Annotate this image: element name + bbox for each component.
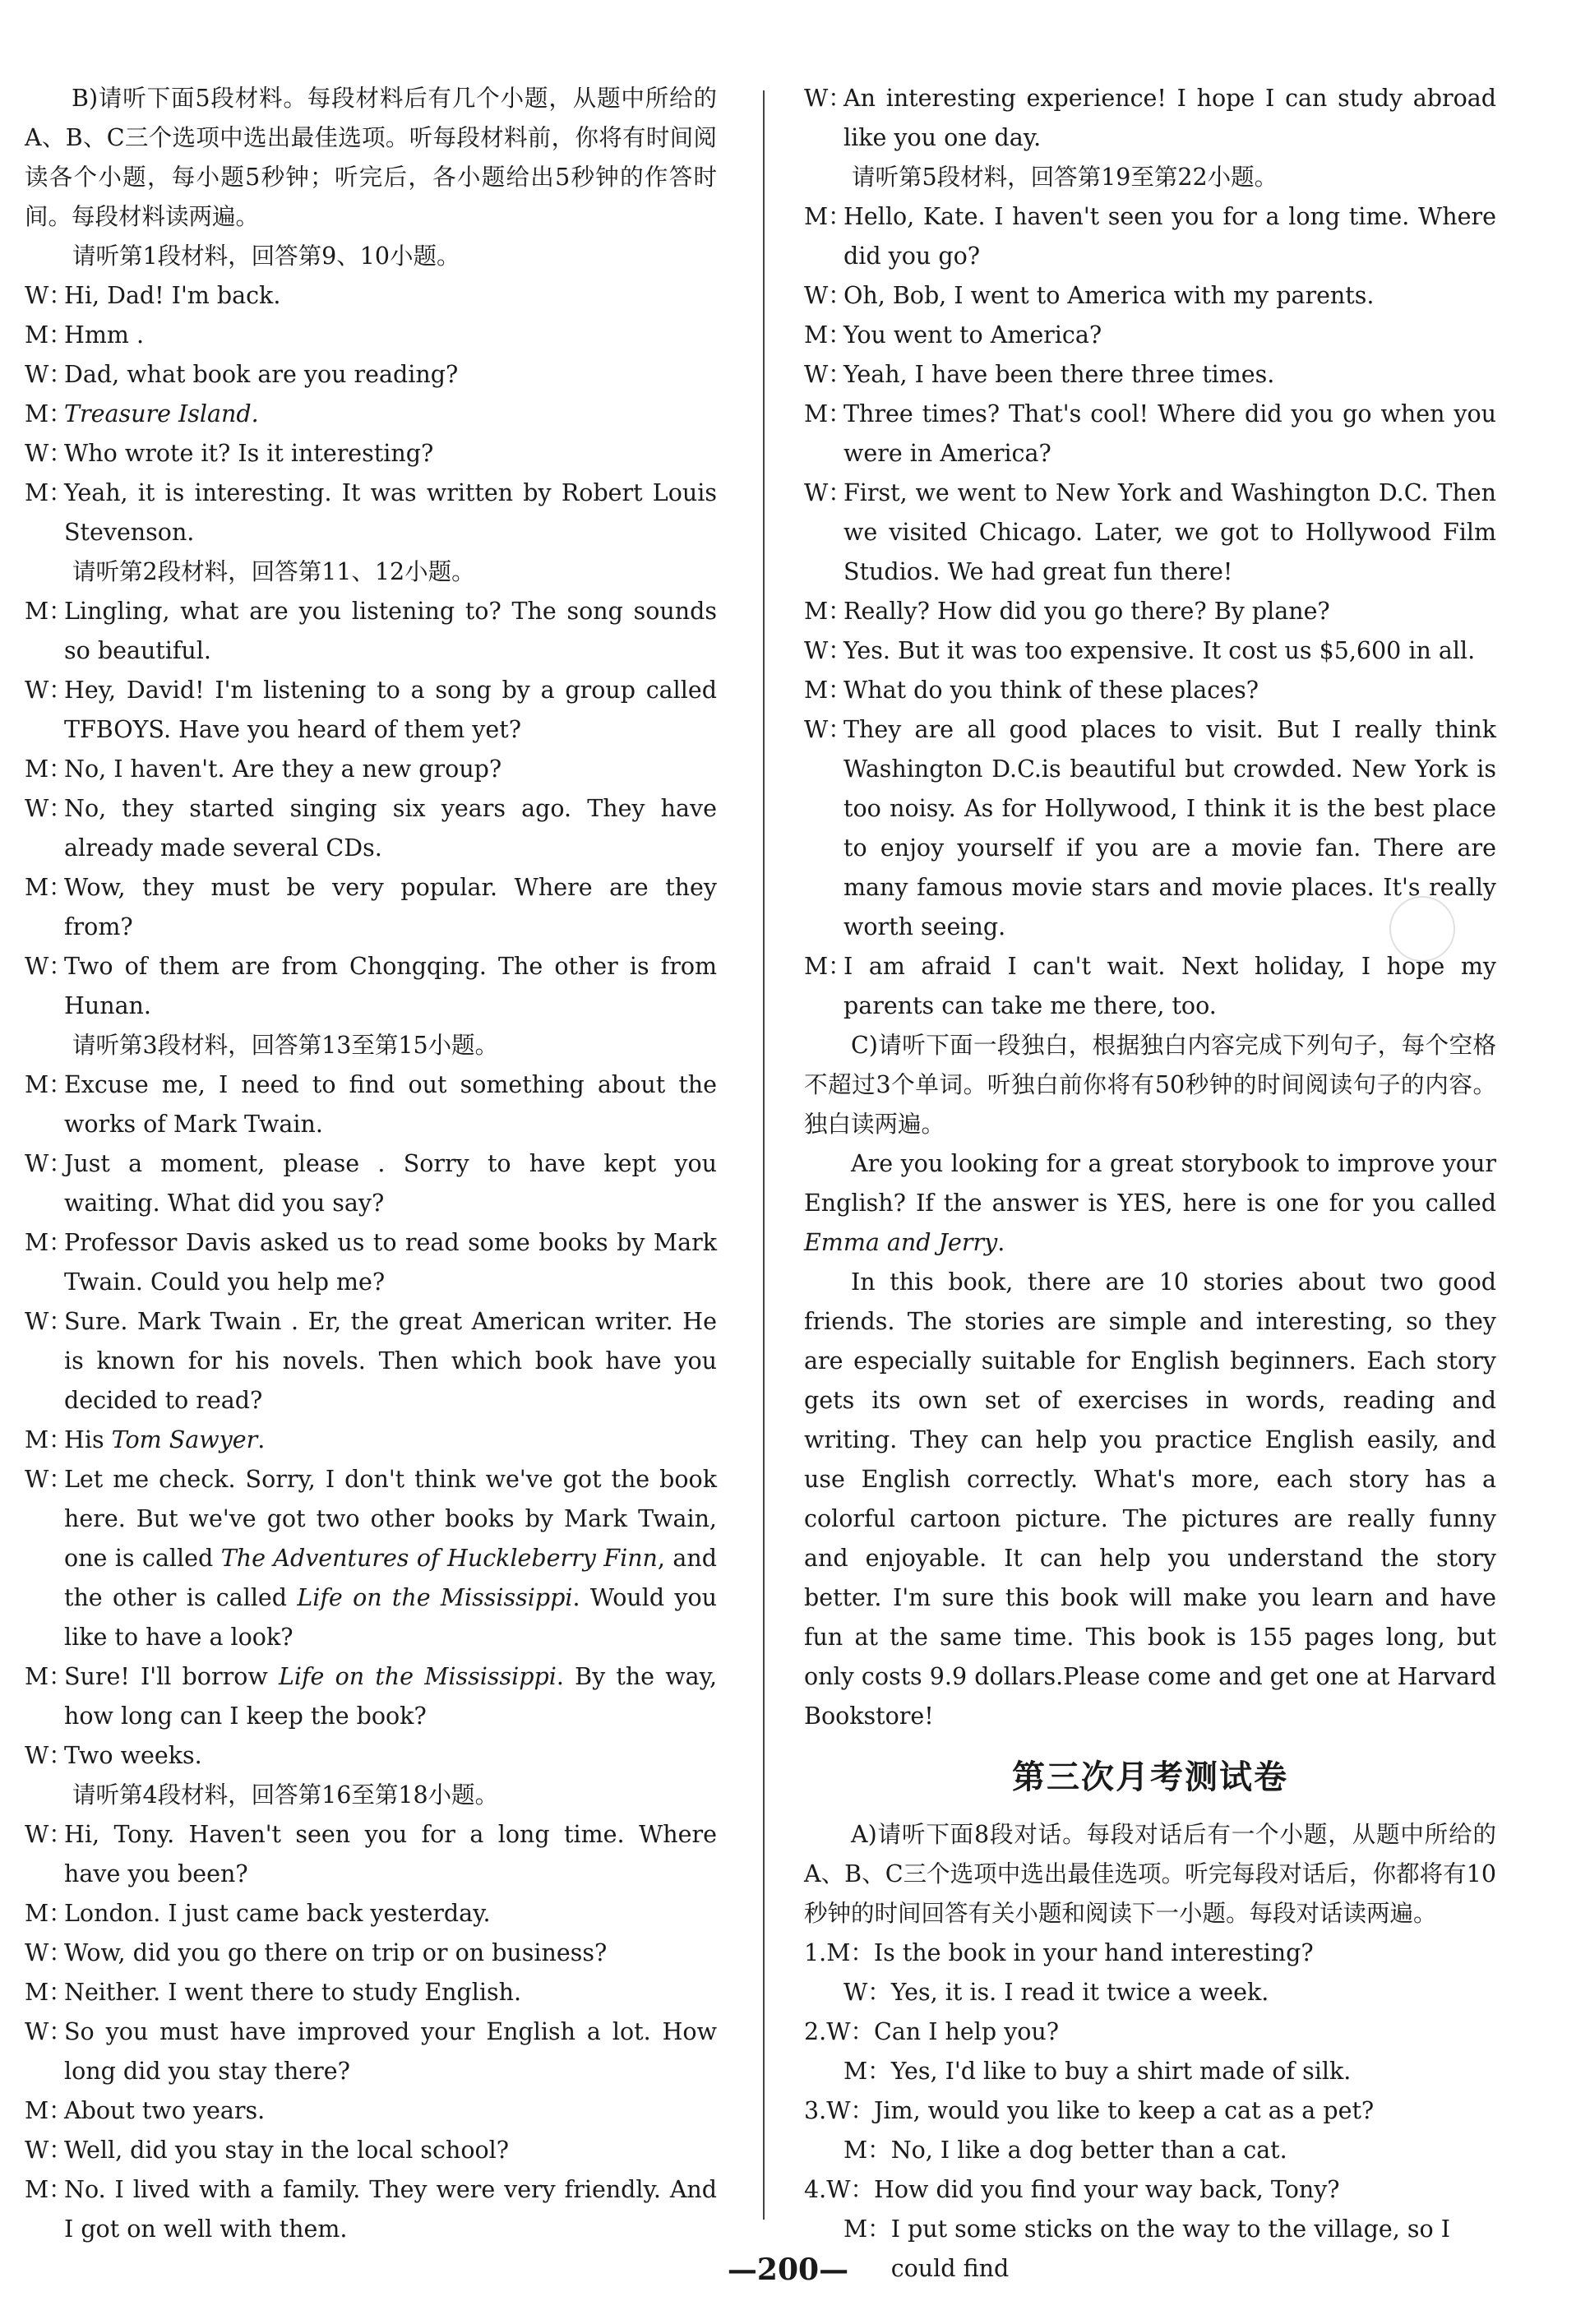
dialogue-line	[25, 1894, 717, 1934]
utterance: About two years.	[64, 2097, 266, 2124]
book-title: Tom Sawyer	[111, 1426, 258, 1453]
speaker: W：	[804, 637, 852, 664]
dialogue-line	[804, 395, 1496, 474]
utterance: Two of them are from Chongqing. The other is from Hunan.	[64, 953, 717, 1019]
speaker: W：	[25, 2137, 72, 2164]
utterance: Three times? That's cool! Where did you go when you were in America?	[843, 400, 1496, 467]
answer-line	[804, 1973, 1496, 2012]
utterance: Sure. Mark Twain . Er, the great American writer. He is known for his novels. Then which book have you decided to read?	[64, 1308, 717, 1414]
utterance: Wow, did you go there on trip or on business?	[64, 1939, 608, 1966]
instruction-4: 请听第4段材料，回答第16至第18小题。	[72, 1781, 499, 1809]
speaker: M：	[843, 2215, 891, 2243]
column-divider	[763, 90, 765, 2220]
text-run: . By the way, how long can I keep the book?	[64, 1663, 718, 1730]
right-column	[804, 79, 1496, 2289]
dialogue-line	[25, 276, 717, 316]
utterance: I am afraid I can't wait. Next holiday, I hope my parents can take me there, too.	[843, 953, 1496, 1019]
book-title: Emma and Jerry	[804, 1229, 998, 1256]
utterance	[64, 1460, 717, 1657]
speaker: W：	[25, 1742, 72, 1769]
section-b-instructions: B)请听下面5段材料。每段材料后有几个小题，从题中所给的A、B、C三个选项中选出最佳选项。听每段材料前，你将有时间阅读各个小题，每小题5秒钟；听完后，各小题给出5秒钟的作答时间。每段材料读两遍。	[25, 85, 717, 230]
test-title: 第三次月考测试卷	[1012, 1758, 1288, 1796]
utterance: Really? How did you go there? By plane?	[843, 598, 1330, 625]
speaker: M：	[25, 2097, 72, 2124]
dialogue-line	[25, 750, 717, 789]
utterance: Lingling, what are you listening to? The song sounds so beautiful.	[64, 598, 717, 664]
utterance: No, I like a dog better than a cat.	[890, 2137, 1287, 2164]
dialogue-line	[804, 671, 1496, 710]
text-run: .	[257, 1426, 266, 1453]
utterance: Can I help you?	[874, 2018, 1060, 2045]
question-line	[804, 1934, 1496, 1973]
speaker: M：	[25, 1426, 72, 1453]
dialogue-4	[25, 1815, 717, 2249]
speaker: M：	[25, 1229, 72, 1256]
instruction-1: 请听第1段材料，回答第9、10小题。	[72, 243, 460, 270]
utterance: No. I lived with a family. They were very friendly. And I got on well with them.	[64, 2176, 717, 2243]
question-line	[804, 2012, 1496, 2052]
speaker: M：	[804, 400, 852, 427]
dialogue-line	[25, 2170, 717, 2249]
speaker: W：	[25, 1821, 72, 1848]
utterance: Wow, they must be very popular. Where are they from?	[64, 874, 717, 940]
utterance: No, they started singing six years ago. They have already made several CDs.	[64, 795, 717, 862]
utterance: Who wrote it? Is it interesting?	[64, 440, 434, 467]
dialogue-2	[25, 592, 717, 1026]
speaker: M：	[25, 1071, 72, 1098]
utterance: An interesting experience! I hope I can study abroad like you one day.	[843, 85, 1496, 151]
dialogue-line	[25, 395, 717, 434]
speaker: W：	[804, 282, 852, 309]
speaker: W：	[804, 716, 852, 743]
dialogue-line	[804, 474, 1496, 592]
speaker: M：	[25, 874, 72, 901]
dialogue-line	[804, 197, 1496, 276]
speaker: M：	[25, 598, 72, 625]
text-run: His	[64, 1426, 112, 1453]
question-item	[804, 2012, 1496, 2091]
utterance: Yes, I'd like to buy a shirt made of silk.	[890, 2058, 1352, 2085]
utterance: Two weeks.	[64, 1742, 202, 1769]
section-c-instructions: C)请听下面一段独白，根据独白内容完成下列句子，每个空格不超过3个单词。听独白前你将有50秒钟的时间阅读句子的内容。独白读两遍。	[804, 1032, 1496, 1138]
utterance: Hi, Dad! I'm back.	[64, 282, 281, 309]
question-line	[804, 2091, 1496, 2131]
dialogue-line	[804, 710, 1496, 947]
dialogue-line	[804, 631, 1496, 671]
speaker: W：	[804, 85, 852, 112]
speaker: W：	[804, 361, 852, 388]
dialogue-line	[804, 355, 1496, 395]
question-number: 3.W：	[804, 2097, 874, 2124]
speaker: W：	[804, 479, 852, 506]
utterance: Hey, David! I'm listening to a song by a group called TFBOYS. Have you heard of them yet?	[64, 677, 717, 743]
utterance: Excuse me, I need to find out something about the works of Mark Twain.	[64, 1071, 717, 1138]
dialogue-line	[25, 316, 717, 355]
speaker: W：	[25, 1150, 72, 1177]
dialogue-line	[25, 1302, 717, 1421]
dialogue-line	[25, 2091, 717, 2131]
question-item	[804, 2091, 1496, 2170]
text-run: Sure! I'll borrow	[64, 1663, 279, 1690]
speaker: W：	[25, 795, 72, 822]
speaker: W：	[25, 2018, 72, 2045]
dialogue-line	[25, 474, 717, 552]
dialogue-line	[804, 79, 1496, 158]
dialogue-line	[25, 1421, 717, 1460]
instruction-2: 请听第2段材料，回答第11、12小题。	[72, 558, 475, 585]
utterance: How did you find your way back, Tony?	[874, 2176, 1340, 2203]
left-column	[25, 79, 717, 2249]
utterance: I put some sticks on the way to the village, so I could find	[890, 2215, 1450, 2282]
question-number: 1.M：	[804, 1939, 874, 1966]
utterance	[64, 1657, 717, 1736]
speaker: M：	[804, 953, 852, 980]
utterance: Professor Davis asked us to read some books by Mark Twain. Could you help me?	[64, 1229, 717, 1296]
instruction-5: 请听第5段材料，回答第19至第22小题。	[852, 164, 1278, 191]
speaker: W：	[25, 953, 72, 980]
dialogue-5	[804, 197, 1496, 1026]
page-number: —200—	[727, 2252, 849, 2287]
speaker: W：	[25, 1308, 72, 1335]
section-a-instructions: A)请听下面8段对话。每段对话后有一个小题，从题中所给的A、B、C三个选项中选出最佳选项。听完每段对话后，你都将有10秒钟的时间回答有关小题和阅读下一小题。每段对话读两遍。	[804, 1821, 1496, 1927]
answer-line	[804, 2131, 1496, 2170]
utterance: They are all good places to visit. But I really think Washington D.C.is beautiful but crowded. New York is too noisy. As for Hollywood, I think it is the best place to enjoy yourself if you are a movie fan. There are many famous movie stars and movie places. It's really worth seeing.	[843, 716, 1496, 940]
speaker: W：	[25, 361, 72, 388]
question-line	[804, 2170, 1496, 2210]
question-number: 2.W：	[804, 2018, 874, 2045]
speaker: M：	[804, 598, 852, 625]
speaker: M：	[804, 677, 852, 704]
dialogue-line	[25, 434, 717, 474]
monologue-paragraph-2: In this book, there are 10 stories about two good friends. The stories are simple and interesting, so they are especially suitable for English beginners. Each story gets its own set of exercises in words, reading and writing. They can help you practice English easily, and use English correctly. What's more, each story has a colorful cartoon picture. The pictures are really funny and enjoyable. It can help you understand the story better. I'm sure this book will make you learn and have fun at the same time. This book is 155 pages long, but only costs 9.9 dollars.Please come and get one at Harvard Bookstore!	[804, 1268, 1496, 1730]
book-title: Life on the Mississippi	[278, 1663, 557, 1690]
speaker: M：	[25, 1900, 72, 1927]
speaker: W：	[25, 440, 72, 467]
book-title: Treasure Island.	[64, 400, 259, 427]
dialogue-line	[25, 1460, 717, 1657]
dialogue-1	[25, 276, 717, 552]
dialogue-line	[25, 592, 717, 671]
utterance: Oh, Bob, I went to America with my parents.	[843, 282, 1375, 309]
utterance: No, I haven't. Are they a new group?	[64, 755, 502, 783]
question-list	[804, 1934, 1496, 2289]
speaker: W：	[25, 677, 72, 704]
dialogue-line	[804, 947, 1496, 1026]
utterance: Yes. But it was too expensive. It cost us $5,600 in all.	[843, 637, 1476, 664]
utterance: Jim, would you like to keep a cat as a pet?	[874, 2097, 1375, 2124]
utterance	[64, 1421, 717, 1460]
text-run: , and the other is called	[64, 1545, 718, 1611]
speaker: W：	[25, 282, 72, 309]
utterance: Yeah, I have been there three times.	[843, 361, 1275, 388]
utterance: Well, did you stay in the local school?	[64, 2137, 510, 2164]
speaker: M：	[25, 1663, 72, 1690]
utterance: London. I just came back yesterday.	[64, 1900, 491, 1927]
dialogue-line	[25, 2012, 717, 2091]
dialogue-line	[25, 1065, 717, 1144]
speaker: M：	[843, 2058, 891, 2085]
dialogue-line	[804, 316, 1496, 355]
dialogue-line	[25, 1657, 717, 1736]
speaker: M：	[25, 479, 72, 506]
book-title: Life on the Mississippi	[297, 1584, 573, 1611]
dialogue-line	[25, 1736, 717, 1776]
speaker: M：	[25, 321, 72, 349]
utterance: Is the book in your hand interesting?	[873, 1939, 1314, 1966]
instruction-3: 请听第3段材料，回答第13至第15小题。	[72, 1032, 499, 1059]
speaker: W：	[25, 1466, 72, 1493]
dialogue-line	[25, 868, 717, 947]
text-run: Are you looking for a great storybook to improve your English? If the answer is YES, here is one for you called	[804, 1150, 1496, 1217]
faint-stamp-mark	[1389, 896, 1455, 962]
utterance	[64, 395, 717, 434]
text-run: . Would you like to have a look?	[64, 1584, 717, 1651]
utterance: Hmm .	[64, 321, 145, 349]
dialogue-line	[25, 1223, 717, 1302]
dialogue-line	[25, 947, 717, 1026]
book-title: The Adventures of Huckleberry Finn	[220, 1545, 658, 1572]
dialogue-line	[25, 1973, 717, 2012]
utterance: You went to America?	[843, 321, 1102, 349]
speaker: M：	[25, 1979, 72, 2006]
speaker: M：	[25, 2176, 72, 2203]
dialogue-line	[25, 1144, 717, 1223]
speaker: M：	[25, 755, 72, 783]
answer-line	[804, 2052, 1496, 2091]
text-run: Let me check. Sorry, I don't think we've got the book here. But we've got two other books by Mark Twain, one is called	[64, 1466, 717, 1572]
dialogue-line	[804, 276, 1496, 316]
dialogue-line	[25, 2131, 717, 2170]
utterance: Dad, what book are you reading?	[64, 361, 459, 388]
speaker: M：	[25, 400, 72, 427]
question-item	[804, 1934, 1496, 2012]
monologue-paragraph-1	[804, 1144, 1496, 1263]
speaker: M：	[843, 2137, 891, 2164]
dialogue-line	[25, 355, 717, 395]
utterance: First, we went to New York and Washington D.C. Then we visited Chicago. Later, we got to Hollywood Film Studios. We had great fun there!	[843, 479, 1496, 585]
dialogue-line	[25, 789, 717, 868]
utterance: Yes, it is. I read it twice a week.	[890, 1979, 1269, 2006]
utterance: What do you think of these places?	[843, 677, 1259, 704]
utterance: Just a moment, please . Sorry to have kept you waiting. What did you say?	[64, 1150, 717, 1217]
dialogue-line	[804, 592, 1496, 631]
utterance: Neither. I went there to study English.	[64, 1979, 522, 2006]
dialogue-line	[25, 1815, 717, 1894]
text-run: .	[997, 1229, 1005, 1256]
speaker: W：	[25, 1939, 72, 1966]
dialogue-line	[25, 1934, 717, 1973]
question-number: 4.W：	[804, 2176, 874, 2203]
speaker: W：	[843, 1979, 891, 2006]
speaker: M：	[804, 321, 852, 349]
utterance: Hello, Kate. I haven't seen you for a long time. Where did you go?	[843, 203, 1496, 270]
dialogue-line	[25, 671, 717, 750]
dialogue-3	[25, 1065, 717, 1776]
utterance: Hi, Tony. Haven't seen you for a long time. Where have you been?	[64, 1821, 717, 1887]
utterance: So you must have improved your English a lot. How long did you stay there?	[64, 2018, 717, 2085]
speaker: M：	[804, 203, 852, 230]
utterance: Yeah, it is interesting. It was written by Robert Louis Stevenson.	[64, 479, 717, 546]
